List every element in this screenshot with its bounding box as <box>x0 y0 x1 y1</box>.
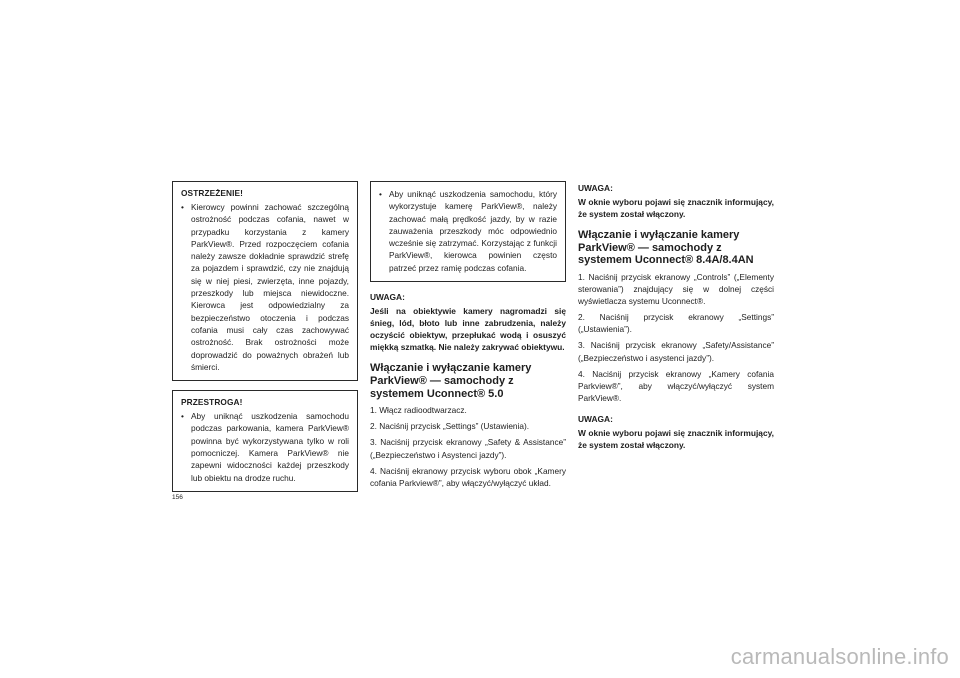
bullet-icon: • <box>181 202 184 212</box>
page-number: 156 <box>172 494 183 501</box>
caution-text: Aby uniknąć uszkodzenia samochodu podczas parkowania, kamera ParkView® powinna być wykorzystywana tylko w roli pomocniczej. Kamera ParkView® nie zapewni widoczności każdej przeszkody lub obiektu na drodze ruchu. <box>191 411 349 483</box>
caution-bullet <box>181 410 349 484</box>
caution-title: PRZESTROGA! <box>181 397 243 408</box>
note-title: UWAGA: <box>370 292 405 303</box>
section-heading-uconnect-5: Włączanie i wyłączanie kamery ParkView® — samochody z systemem Uconnect® 5.0 <box>370 362 532 400</box>
caution-box <box>172 390 358 492</box>
note-body: Jeśli na obiektywie kamery nagromadzi się śnieg, lód, błoto lub inne zabrudzenia, należy oczyścić obiektyw, przepłukać wodą i osuszyć miękką szmatką. Nie należy zakrywać obiektywu. <box>370 306 566 353</box>
note-title: UWAGA: <box>578 413 613 424</box>
step-item: 2. Naciśnij przycisk „Settings” (Ustawienia). <box>370 421 530 432</box>
warning-title: OSTRZEŻENIE! <box>181 188 244 198</box>
section-heading-uconnect-84: Włączanie i wyłączanie kamery ParkView® — samochody z systemem Uconnect® 8.4A/8.4AN <box>578 229 754 267</box>
caution-text-continued: Aby uniknąć uszkodzenia samochodu, który wykorzystuje kamerę ParkView®, należy zachować małą prędkość jazdy, by w razie zauważenia przeszkody móc odpowiednio wcześnie się zatrzymać. Korzystając z funkcji ParkView®, kierowca powinien często patrzeć przez ramię podczas cofania. <box>389 189 557 273</box>
bullet-icon: • <box>379 189 382 199</box>
column-3 <box>578 181 774 451</box>
warning-box <box>172 181 358 381</box>
column-2 <box>370 181 566 493</box>
note-title: UWAGA: <box>578 183 613 193</box>
note-body: W oknie wyboru pojawi się znacznik informujący, że system został włączony. <box>578 427 774 450</box>
caution-bullet-continued <box>379 188 557 274</box>
column-1 <box>172 181 358 501</box>
watermark: carmanualsonline.info <box>730 644 949 669</box>
step-item: 3. Naciśnij przycisk ekranowy „Safety & Assistance” („Bezpieczeństwo i Asystenci jazdy”). <box>370 437 566 460</box>
step-item: 4. Naciśnij przycisk ekranowy „Kamery cofania Parkview®”, aby włączyć/wyłączyć system ParkView®. <box>578 368 774 403</box>
step-item: 4. Naciśnij ekranowy przycisk wyboru obok „Kamery cofania Parkview®”, aby włączyć/wyłączyć układ. <box>370 465 566 488</box>
step-item: 3. Naciśnij przycisk ekranowy „Safety/Assistance” („Bezpieczeństwo i asystenci jazdy”). <box>578 340 774 363</box>
bullet-icon: • <box>181 411 184 422</box>
step-item: 1. Naciśnij przycisk ekranowy „Controls” („Elementy sterowania”) znajdujący się w dolnej części wyświetlacza systemu Uconnect®. <box>578 271 774 307</box>
step-item: 2. Naciśnij przycisk ekranowy „Settings” („Ustawienia”). <box>578 312 774 335</box>
caution-box-continued <box>370 181 566 282</box>
warning-bullet <box>181 201 349 373</box>
warning-text: Kierowcy powinni zachować szczególną ostrożność podczas cofania, nawet w przypadku korzystania z kamery ParkView®. Przed rozpoczęciem cofania należy zawsze dokładnie sprawdzić strefę za pojazdem i sprawdzić, czy nie znajdują się w niej piesi, zwierzęta, inne pojazdy, przeszkody lub miejsca niewidoczne. Kierowca jest odpowiedzialny za bezpieczeństwo otoczenia i podczas cofania musi cały czas zachowywać ostrożność. Brak ostrożności może doprowadzić do poważnych obrażeń lub śmierci. <box>191 202 349 372</box>
note-body: W oknie wyboru pojawi się znacznik informujący, że system został włączony. <box>578 197 774 220</box>
step-item: 1. Włącz radioodtwarzacz. <box>370 405 467 416</box>
